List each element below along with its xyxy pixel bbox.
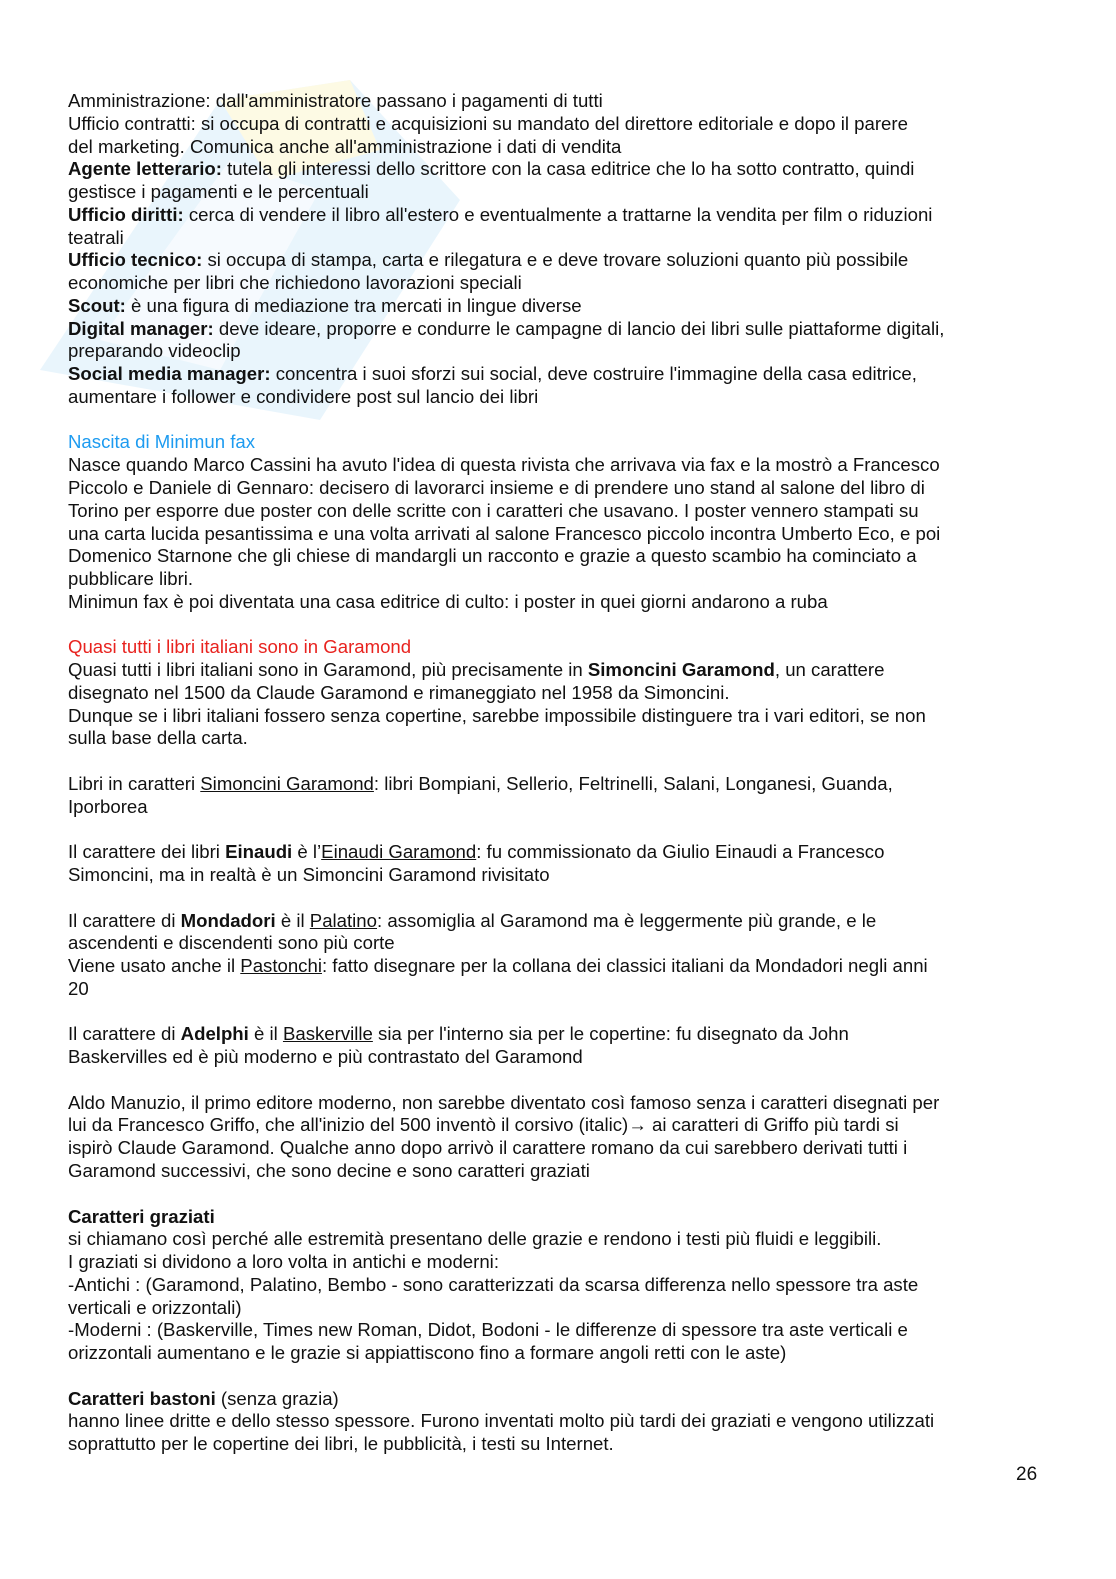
text-segment: Nasce quando Marco Cassini ha avuto l'idea di questa rivista che arrivava via fax e la mostrò a Francesco [68,454,940,476]
text-segment: Minimun fax è poi diventata una casa editrice di culto: i poster in quei giorni andarono a ruba [68,590,828,612]
text-segment: I graziati si dividono a loro volta in antichi e moderni: [68,1251,499,1273]
text-segment: è una figura di mediazione tra mercati in lingue diverse [125,294,582,316]
blank-line [68,1183,1068,1206]
text-segment: Simoncini, ma in realtà è un Simoncini Garamond rivisitato [68,864,550,886]
text-line [68,568,1068,591]
text-line [68,454,1068,477]
bold-text: Agente letterario: [68,158,222,180]
text-segment: ascendenti e discendenti sono più corte [68,932,395,954]
blank-line [68,750,1068,773]
text-line [68,1410,1068,1433]
text-line [68,955,1068,978]
text-line [68,1251,1068,1274]
text-segment: : assomiglia al Garamond ma è leggermente più grande, e le [377,909,877,931]
section-heading: Nascita di Minimun fax [68,431,256,453]
text-segment: deve ideare, proporre e condurre le campagne di lancio dei libri sulle piattaforme digitali, [213,317,945,339]
text-segment: Dunque se i libri italiani fossero senza copertine, sarebbe impossibile distinguere tra i vari editori, se non [68,704,926,726]
text-segment: 20 [68,977,89,999]
text-segment: Piccolo e Daniele di Gennaro: decisero di lavorarci insieme e di prendere uno stand al salone del libro di [68,477,925,499]
text-line [68,158,1068,181]
text-segment: soprattutto per le copertine dei libri, le pubblicità, i testi su Internet. [68,1433,614,1455]
text-segment: Domenico Starnone che gli chiese di mandargli un racconto e grazie a questo scambio ha cominciato a [68,545,917,567]
text-line [68,978,1068,1001]
text-segment: Il carattere di [68,1023,181,1045]
text-segment: hanno linee dritte e dello stesso spessore. Furono inventati molto più tardi dei graziati e vengono utilizzati [68,1410,935,1432]
text-line [68,1319,1068,1342]
text-segment: cerca di vendere il libro all'estero e eventualmente a trattarne la vendita per film o riduzioni [183,203,933,225]
text-segment: sia per l'interno sia per le copertine: fu disegnato da John [372,1023,849,1045]
text-line [68,773,1068,796]
underlined-term: Simoncini Garamond [200,772,374,794]
text-line [68,591,1068,614]
underlined-term: Baskerville [282,1023,373,1045]
text-line [68,727,1068,750]
blank-line [68,614,1068,637]
text-segment: è l’ [292,841,322,863]
text-segment: : fu commissionato da Giulio Einaudi a Francesco [476,841,885,863]
text-line [68,636,1068,659]
text-line [68,500,1068,523]
text-segment: si occupa di stampa, carta e rilegatura e e deve trovare soluzioni quanto più possibile [202,249,909,271]
text-line [68,181,1068,204]
text-line [68,1046,1068,1069]
text-segment: ispirò Claude Garamond. Qualche anno dopo arrivò il carattere romano da cui sarebbero derivati tutti i [68,1137,908,1159]
text-segment: del marketing. Comunica anche all'amministrazione i dati di vendita [68,135,622,157]
text-line [68,1342,1068,1365]
blank-line [68,1365,1068,1388]
text-segment: teatrali [68,226,124,248]
text-segment: : fatto disegnare per la collana dei classici italiani da Mondadori negli anni [321,955,928,977]
text-line [68,841,1068,864]
text-segment: aumentare i follower e condividere post sul lancio dei libri [68,385,539,407]
document-body [68,90,1068,1456]
text-line [68,113,1068,136]
text-segment: Amministrazione: dall'amministratore passano i pagamenti di tutti [68,90,603,111]
text-line [68,136,1068,159]
text-line [68,318,1068,341]
text-segment: -Moderni : (Baskerville, Times new Roman, Didot, Bodoni - le differenze di spessore tra aste verticali e [68,1319,908,1341]
text-segment: Torino per esporre due poster con delle scritte con i caratteri che usavano. I poster vennero stampati su [68,499,919,521]
text-line [68,204,1068,227]
text-line [68,477,1068,500]
text-segment: concentra i suoi sforzi sui social, deve costruire l'immagine della casa editrice, [270,363,917,385]
text-line [68,249,1068,272]
text-line [68,1388,1068,1411]
text-segment: Il carattere di [68,909,181,931]
text-line [68,705,1068,728]
text-line [68,1160,1068,1183]
bold-text: Einaudi [225,841,293,863]
text-segment: preparando videoclip [68,340,241,362]
text-segment: (senza grazia) [215,1387,339,1409]
text-segment: Garamond successivi, che sono decine e sono caratteri graziati [68,1159,590,1181]
text-segment: lui da Francesco Griffo, che all'inizio del 500 inventò il corsivo (italic)→ ai caratteri di Griffo più tardi si [68,1114,899,1136]
text-line [68,363,1068,386]
text-line [68,272,1068,295]
text-line [68,431,1068,454]
text-segment: Baskervilles ed è più moderno e più contrastato del Garamond [68,1046,583,1068]
text-segment: economiche per libri che richiedono lavorazioni speciali [68,272,522,294]
blank-line [68,1001,1068,1024]
text-line [68,545,1068,568]
bold-text: Caratteri graziati [68,1205,215,1227]
bold-text: Social media manager: [68,363,271,385]
text-segment: Quasi tutti i libri italiani sono in Garamond, più precisamente in [68,659,588,681]
text-segment: Il carattere dei libri [68,841,226,863]
blank-line [68,1069,1068,1092]
text-line [68,1228,1068,1251]
text-line [68,227,1068,250]
text-segment: Iporborea [68,795,148,817]
text-segment: verticali e orizzontali) [68,1296,242,1318]
bold-text: Caratteri bastoni [68,1387,216,1409]
text-line [68,910,1068,933]
text-segment: Viene usato anche il [68,955,241,977]
text-line [68,682,1068,705]
text-line [68,1137,1068,1160]
underlined-term: Palatino [309,909,377,931]
text-line [68,1023,1068,1046]
text-line [68,340,1068,363]
blank-line [68,887,1068,910]
text-segment: sulla base della carta. [68,727,248,749]
text-line [68,659,1068,682]
text-segment: è il [248,1023,283,1045]
text-segment: orizzontali aumentano e le grazie si appiattiscono fino a formare angoli retti con le aste) [68,1342,787,1364]
text-line [68,864,1068,887]
text-line [68,1206,1068,1229]
text-line [68,1114,1068,1137]
text-segment: è il [275,909,310,931]
text-segment: gestisce i pagamenti e le percentuali [68,181,369,203]
text-line [68,1274,1068,1297]
text-line [68,523,1068,546]
text-segment: Libri in caratteri [68,772,201,794]
text-segment: disegnato nel 1500 da Claude Garamond e rimaneggiato nel 1958 da Simoncini. [68,681,730,703]
text-line [68,1092,1068,1115]
page-number: 26 [1016,1464,1038,1485]
text-segment: tutela gli interessi dello scrittore con la casa editrice che lo ha sotto contratto, quindi [221,158,915,180]
bold-text: Adelphi [180,1023,249,1045]
bold-text: Mondadori [180,909,276,931]
section-heading: Quasi tutti i libri italiani sono in Garamond [68,636,412,658]
text-line [68,932,1068,955]
bold-text: Ufficio tecnico: [68,249,203,271]
blank-line [68,409,1068,432]
bold-text: Scout: [68,294,126,316]
text-line [68,90,1068,113]
text-line [68,796,1068,819]
text-line [68,295,1068,318]
text-segment: , un carattere [774,659,885,681]
bold-text: Ufficio diritti: [68,203,184,225]
text-segment: Ufficio contratti: si occupa di contratti e acquisizioni su mandato del direttore editoriale e dopo il parere [68,112,908,134]
text-segment: -Antichi : (Garamond, Palatino, Bembo - sono caratterizzati da scarsa differenza nello spessore tra aste [68,1273,919,1295]
bold-text: Simoncini Garamond [587,659,775,681]
text-line [68,1433,1068,1456]
underlined-term: Pastonchi [240,955,322,977]
text-segment: pubblicare libri. [68,568,194,590]
underlined-term: Einaudi Garamond [321,841,477,863]
text-line [68,1297,1068,1320]
blank-line [68,819,1068,842]
text-line [68,386,1068,409]
text-segment: : libri Bompiani, Sellerio, Feltrinelli, Salani, Longanesi, Guanda, [373,772,893,794]
text-segment: Aldo Manuzio, il primo editore moderno, non sarebbe diventato così famoso senza i caratteri disegnati per [68,1091,940,1113]
text-segment: una carta lucida pesantissima e una volta arrivati al salone Francesco piccolo incontra Umberto Eco, e poi [68,522,941,544]
bold-text: Digital manager: [68,317,214,339]
text-segment: si chiamano così perché alle estremità presentano delle grazie e rendono i testi più fluidi e leggibili. [68,1228,882,1250]
